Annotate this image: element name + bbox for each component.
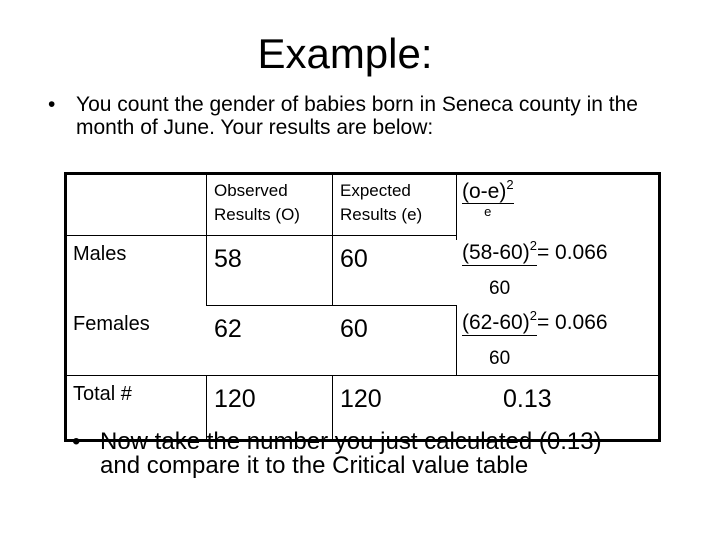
bullet-intro-text: You count the gender of babies born in Seneca county in the month of June. Your results are below:: [76, 93, 638, 139]
column-divider: [456, 305, 457, 375]
females-calculation: [462, 308, 608, 370]
chi-square-table: [64, 172, 661, 442]
row-label-males: Males: [73, 243, 127, 265]
bullet-next-step: [48, 430, 648, 478]
males-expected: 60: [340, 245, 368, 273]
females-calc-result: = 0.066: [536, 311, 608, 334]
chi-square-total: 0.13: [503, 385, 552, 413]
females-calc-numerator: [462, 308, 537, 336]
bullet-icon: •: [48, 93, 56, 116]
females-calc-numerator-text: (62-60): [462, 311, 530, 334]
females-observed: 62: [214, 315, 242, 343]
row-divider: [67, 235, 456, 236]
males-calculation: [462, 238, 608, 300]
bullet-intro: [48, 93, 688, 139]
slide-title: Example:: [257, 30, 433, 77]
row-divider: [67, 375, 658, 376]
column-divider: [456, 175, 457, 240]
column-divider: [206, 175, 207, 305]
header-formula: [462, 177, 514, 219]
header-expected: [340, 179, 422, 227]
column-divider: [332, 175, 333, 305]
males-calc-exponent: 2: [529, 238, 537, 253]
males-observed: 58: [214, 245, 242, 273]
females-expected: 60: [340, 315, 368, 343]
row-label-females: Females: [73, 313, 150, 335]
row-divider: [206, 305, 456, 306]
header-observed: [214, 179, 300, 227]
header-expected-line1: Expected: [340, 181, 411, 200]
header-expected-line2: Results (e): [340, 205, 423, 224]
females-calc-denominator: 60: [489, 348, 511, 369]
formula-exponent: 2: [506, 177, 514, 192]
males-calc-denominator: 60: [489, 278, 511, 299]
males-calc-result: = 0.066: [536, 241, 608, 264]
formula-numerator: [462, 177, 514, 204]
row-label-total: Total #: [73, 383, 132, 405]
header-observed-line1: Observed: [214, 181, 288, 200]
total-observed: 120: [214, 385, 256, 413]
formula-denominator: e: [484, 204, 492, 219]
total-expected: 120: [340, 385, 382, 413]
bullet-next-step-text: Now take the number you just calculated (0.13) and compare it to the Critical value table: [100, 428, 602, 479]
header-observed-line2: Results (O): [214, 205, 300, 224]
males-calc-numerator: [462, 238, 537, 266]
males-calc-numerator-text: (58-60): [462, 241, 530, 264]
females-calc-exponent: 2: [529, 308, 537, 323]
bullet-icon: •: [72, 428, 81, 455]
formula-numerator-text: (o-e): [462, 180, 507, 203]
